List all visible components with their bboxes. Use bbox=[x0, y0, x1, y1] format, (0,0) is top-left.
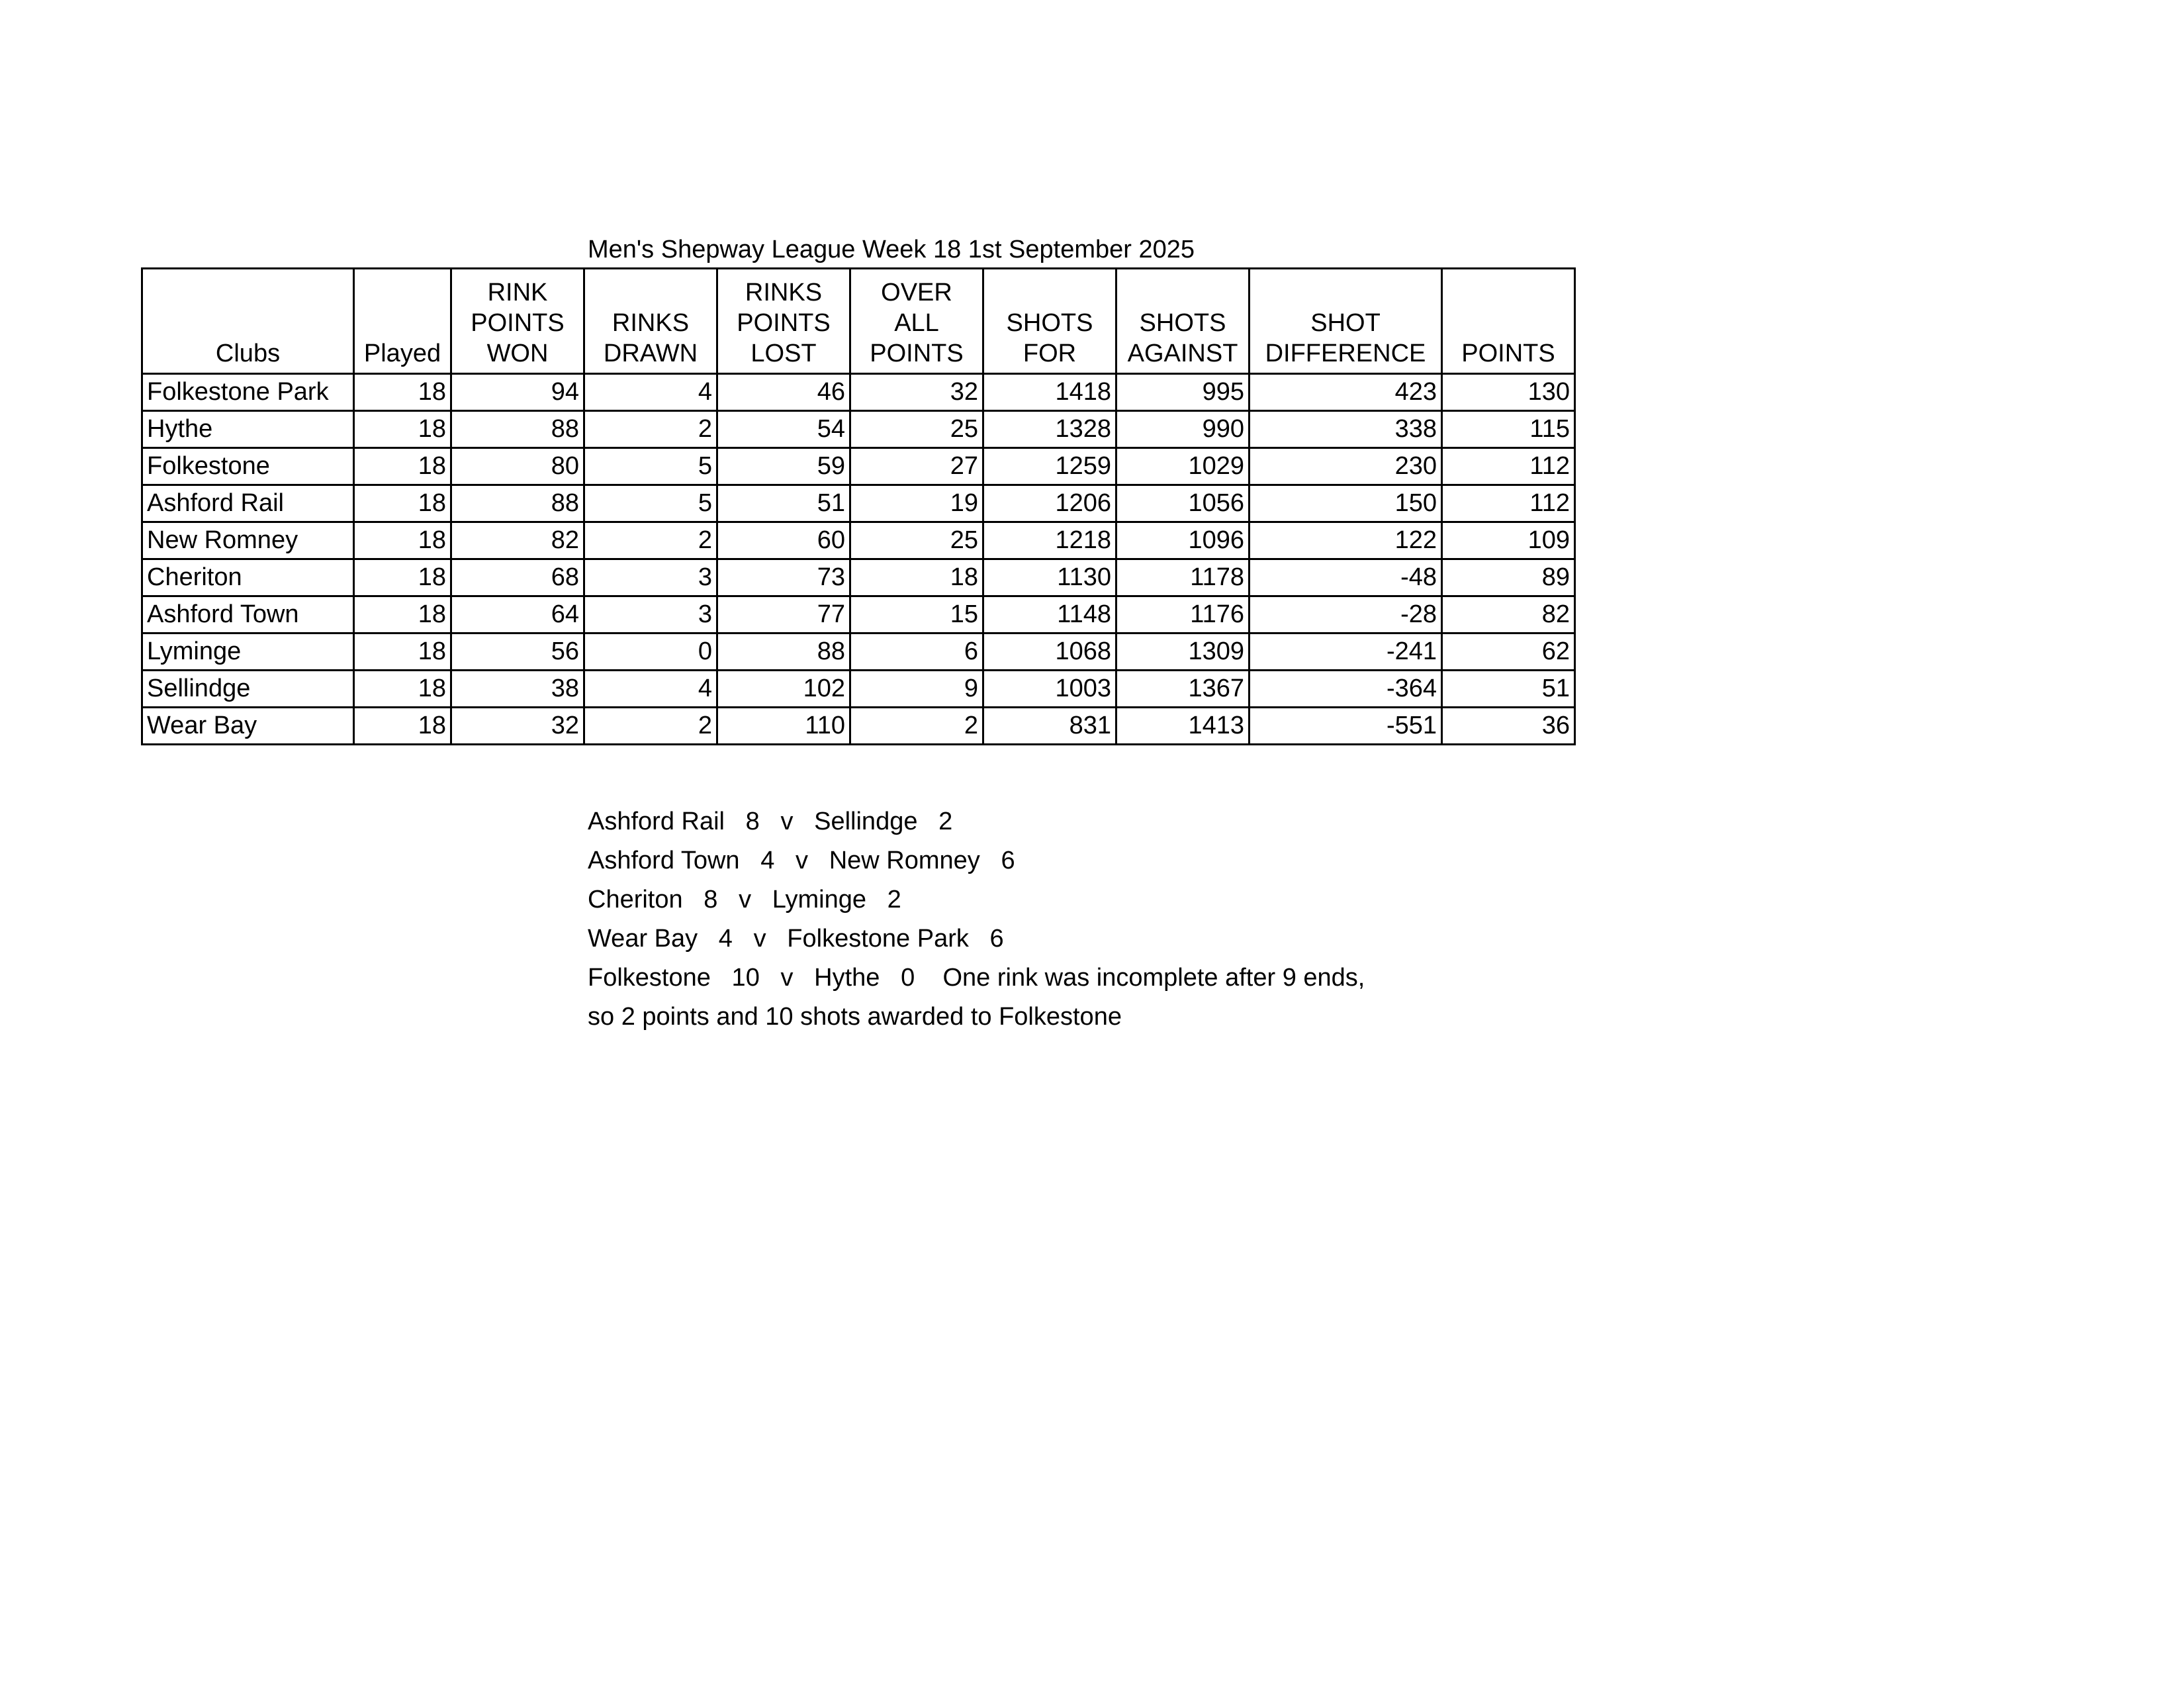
table-cell-shot-difference: 230 bbox=[1250, 448, 1442, 485]
table-cell-rinks-points-lost: 73 bbox=[717, 559, 850, 596]
club-name-cell: Lyminge bbox=[142, 633, 354, 671]
table-cell-overall-points: 6 bbox=[850, 633, 983, 671]
column-header-points: POINTS bbox=[1442, 269, 1575, 374]
table-cell-rink-points-won: 64 bbox=[451, 596, 584, 633]
table-cell-shots-for: 1068 bbox=[983, 633, 1116, 671]
table-cell-shots-against: 1413 bbox=[1116, 708, 1250, 745]
table-cell-shots-for: 1218 bbox=[983, 522, 1116, 559]
table-cell-shots-for: 1328 bbox=[983, 411, 1116, 448]
table-cell-rink-points-won: 32 bbox=[451, 708, 584, 745]
table-cell-rinks-drawn: 4 bbox=[584, 374, 717, 411]
table-cell-points: 130 bbox=[1442, 374, 1575, 411]
table-cell-rink-points-won: 80 bbox=[451, 448, 584, 485]
table-cell-shots-against: 1176 bbox=[1116, 596, 1250, 633]
column-header-overall-points: OVER ALL POINTS bbox=[850, 269, 983, 374]
table-cell-rink-points-won: 88 bbox=[451, 485, 584, 522]
table-cell-played: 18 bbox=[354, 522, 451, 559]
table-cell-rinks-drawn: 3 bbox=[584, 596, 717, 633]
table-cell-rink-points-won: 68 bbox=[451, 559, 584, 596]
club-name-cell: Ashford Town bbox=[142, 596, 354, 633]
table-cell-played: 18 bbox=[354, 411, 451, 448]
table-cell-points: 36 bbox=[1442, 708, 1575, 745]
column-header-rinks-drawn: RINKS DRAWN bbox=[584, 269, 717, 374]
column-header-rinks-points-lost: RINKS POINTS LOST bbox=[717, 269, 850, 374]
table-cell-played: 18 bbox=[354, 633, 451, 671]
league-table bbox=[141, 267, 1576, 745]
table-cell-overall-points: 27 bbox=[850, 448, 983, 485]
table-cell-overall-points: 32 bbox=[850, 374, 983, 411]
table-cell-shot-difference: -28 bbox=[1250, 596, 1442, 633]
table-body bbox=[142, 374, 1575, 745]
table-cell-overall-points: 2 bbox=[850, 708, 983, 745]
club-name-cell: Sellindge bbox=[142, 671, 354, 708]
table-cell-points: 112 bbox=[1442, 485, 1575, 522]
club-name-cell: Cheriton bbox=[142, 559, 354, 596]
club-name-cell: Folkestone bbox=[142, 448, 354, 485]
table-cell-shot-difference: -364 bbox=[1250, 671, 1442, 708]
column-header-rink-points-won: RINK POINTS WON bbox=[451, 269, 584, 374]
result-line: Folkestone 10 v Hythe 0 One rink was incomplete after 9 ends, bbox=[588, 964, 1365, 992]
table-cell-points: 109 bbox=[1442, 522, 1575, 559]
table-cell-played: 18 bbox=[354, 485, 451, 522]
table-cell-played: 18 bbox=[354, 596, 451, 633]
table-row bbox=[142, 671, 1575, 708]
match-results bbox=[588, 802, 1365, 1037]
table-cell-points: 82 bbox=[1442, 596, 1575, 633]
table-cell-shots-for: 1130 bbox=[983, 559, 1116, 596]
table-cell-shot-difference: 150 bbox=[1250, 485, 1442, 522]
table-cell-shots-for: 1259 bbox=[983, 448, 1116, 485]
club-name-cell: Folkestone Park bbox=[142, 374, 354, 411]
table-row bbox=[142, 596, 1575, 633]
table-cell-points: 51 bbox=[1442, 671, 1575, 708]
table-cell-rink-points-won: 82 bbox=[451, 522, 584, 559]
table-cell-rinks-points-lost: 59 bbox=[717, 448, 850, 485]
table-cell-rinks-points-lost: 102 bbox=[717, 671, 850, 708]
table-row bbox=[142, 522, 1575, 559]
table-cell-shots-against: 995 bbox=[1116, 374, 1250, 411]
table-cell-points: 89 bbox=[1442, 559, 1575, 596]
table-row bbox=[142, 374, 1575, 411]
table-cell-rinks-drawn: 0 bbox=[584, 633, 717, 671]
table-cell-rinks-drawn: 5 bbox=[584, 448, 717, 485]
table-cell-rinks-points-lost: 51 bbox=[717, 485, 850, 522]
table-cell-shots-against: 990 bbox=[1116, 411, 1250, 448]
table-cell-shot-difference: -551 bbox=[1250, 708, 1442, 745]
table-cell-overall-points: 9 bbox=[850, 671, 983, 708]
table-cell-rinks-points-lost: 88 bbox=[717, 633, 850, 671]
table-cell-shots-for: 1148 bbox=[983, 596, 1116, 633]
result-line: Ashford Rail 8 v Sellindge 2 bbox=[588, 808, 953, 835]
table-cell-overall-points: 18 bbox=[850, 559, 983, 596]
table-cell-points: 62 bbox=[1442, 633, 1575, 671]
table-cell-played: 18 bbox=[354, 448, 451, 485]
table-cell-shots-for: 1418 bbox=[983, 374, 1116, 411]
column-header-shots-for: SHOTS FOR bbox=[983, 269, 1116, 374]
table-cell-overall-points: 25 bbox=[850, 522, 983, 559]
table-cell-rinks-drawn: 2 bbox=[584, 708, 717, 745]
table-cell-rinks-drawn: 2 bbox=[584, 522, 717, 559]
table-cell-shots-against: 1096 bbox=[1116, 522, 1250, 559]
table-cell-played: 18 bbox=[354, 671, 451, 708]
table-cell-rinks-points-lost: 60 bbox=[717, 522, 850, 559]
table-cell-played: 18 bbox=[354, 559, 451, 596]
table-cell-shot-difference: -48 bbox=[1250, 559, 1442, 596]
table-cell-rink-points-won: 56 bbox=[451, 633, 584, 671]
result-line: Cheriton 8 v Lyminge 2 bbox=[588, 886, 901, 914]
table-cell-overall-points: 15 bbox=[850, 596, 983, 633]
table-cell-shots-for: 1003 bbox=[983, 671, 1116, 708]
table-cell-shot-difference: 122 bbox=[1250, 522, 1442, 559]
club-name-cell: Ashford Rail bbox=[142, 485, 354, 522]
club-name-cell: Hythe bbox=[142, 411, 354, 448]
table-cell-shots-for: 831 bbox=[983, 708, 1116, 745]
table-cell-shot-difference: 338 bbox=[1250, 411, 1442, 448]
table-cell-shots-against: 1309 bbox=[1116, 633, 1250, 671]
table-cell-points: 112 bbox=[1442, 448, 1575, 485]
page-title: Men's Shepway League Week 18 1st September 2025 bbox=[588, 236, 1195, 263]
table-cell-played: 18 bbox=[354, 374, 451, 411]
table-cell-rink-points-won: 94 bbox=[451, 374, 584, 411]
table-row bbox=[142, 633, 1575, 671]
table-cell-overall-points: 19 bbox=[850, 485, 983, 522]
table-cell-rinks-drawn: 5 bbox=[584, 485, 717, 522]
table-cell-shots-against: 1367 bbox=[1116, 671, 1250, 708]
table-cell-rink-points-won: 38 bbox=[451, 671, 584, 708]
table-cell-played: 18 bbox=[354, 708, 451, 745]
table-row bbox=[142, 485, 1575, 522]
table-cell-overall-points: 25 bbox=[850, 411, 983, 448]
table-cell-shots-for: 1206 bbox=[983, 485, 1116, 522]
column-header-shot-difference: SHOT DIFFERENCE bbox=[1250, 269, 1442, 374]
result-line: Ashford Town 4 v New Romney 6 bbox=[588, 847, 1015, 874]
table-row bbox=[142, 559, 1575, 596]
table-cell-rinks-points-lost: 77 bbox=[717, 596, 850, 633]
column-header-played: Played bbox=[354, 269, 451, 374]
table-cell-shot-difference: -241 bbox=[1250, 633, 1442, 671]
table-cell-points: 115 bbox=[1442, 411, 1575, 448]
table-cell-rinks-points-lost: 54 bbox=[717, 411, 850, 448]
table-cell-shot-difference: 423 bbox=[1250, 374, 1442, 411]
table-cell-shots-against: 1029 bbox=[1116, 448, 1250, 485]
table-row bbox=[142, 448, 1575, 485]
column-header-clubs: Clubs bbox=[142, 269, 354, 374]
column-header-shots-against: SHOTS AGAINST bbox=[1116, 269, 1250, 374]
club-name-cell: Wear Bay bbox=[142, 708, 354, 745]
result-line: Wear Bay 4 v Folkestone Park 6 bbox=[588, 925, 1004, 953]
table-cell-rinks-drawn: 4 bbox=[584, 671, 717, 708]
table-cell-rinks-points-lost: 46 bbox=[717, 374, 850, 411]
table-cell-shots-against: 1178 bbox=[1116, 559, 1250, 596]
table-cell-shots-against: 1056 bbox=[1116, 485, 1250, 522]
table-row bbox=[142, 411, 1575, 448]
table-cell-rinks-drawn: 2 bbox=[584, 411, 717, 448]
table-cell-rinks-drawn: 3 bbox=[584, 559, 717, 596]
table-header-row bbox=[142, 269, 1575, 374]
result-line: so 2 points and 10 shots awarded to Folkestone bbox=[588, 1003, 1122, 1031]
table-cell-rink-points-won: 88 bbox=[451, 411, 584, 448]
table-cell-rinks-points-lost: 110 bbox=[717, 708, 850, 745]
club-name-cell: New Romney bbox=[142, 522, 354, 559]
table-row bbox=[142, 708, 1575, 745]
